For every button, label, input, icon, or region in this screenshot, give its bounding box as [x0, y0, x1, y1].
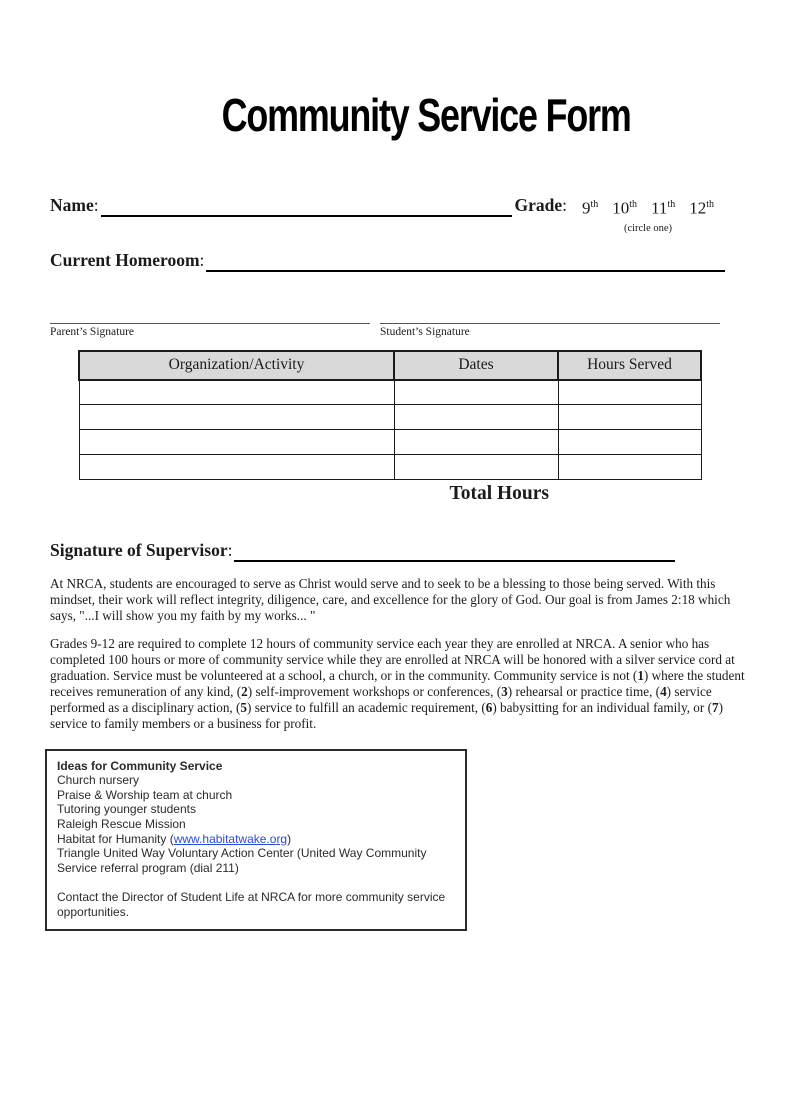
grade-option-12[interactable]: 12th [689, 198, 714, 218]
supervisor-colon: : [227, 539, 233, 560]
table-row [79, 405, 701, 430]
grade-option-9[interactable]: 9th [582, 198, 599, 218]
title-wrap [50, 88, 745, 150]
name-label: Name [50, 195, 94, 215]
ideas-line: Habitat for Humanity (www.habitatwake.org) [57, 831, 292, 846]
community-service-form-page [0, 88, 790, 1110]
column-header-organization: Organization/Activity [79, 351, 394, 380]
table-cell-organization[interactable] [79, 430, 394, 455]
grade-block [514, 192, 745, 235]
grade-suffix: th [590, 199, 599, 210]
ideas-line [57, 875, 455, 890]
grade-option-10[interactable]: 10th [612, 198, 638, 218]
supervisor-signature-line[interactable] [234, 537, 675, 562]
ideas-line: Tutoring younger students [57, 802, 196, 817]
homeroom-colon: : [199, 249, 205, 270]
table-row [79, 380, 701, 405]
table-cell-hours[interactable] [558, 430, 701, 455]
table-cell-hours[interactable] [558, 380, 701, 405]
table-header-row [79, 351, 701, 380]
ideas-box [45, 749, 467, 932]
student-signature-line[interactable] [380, 323, 720, 338]
habitat-link[interactable]: www.habitatwake.org [173, 831, 288, 846]
circle-one-note: (circle one) [623, 222, 673, 234]
table-cell-organization[interactable] [79, 380, 394, 405]
total-row [79, 480, 701, 509]
table-cell-hours[interactable] [558, 405, 701, 430]
grade-option-11[interactable]: 11th [651, 198, 676, 218]
table-cell-dates[interactable] [394, 380, 558, 405]
service-table [78, 350, 702, 509]
total-hours-box[interactable] [558, 480, 701, 509]
table-cell-organization[interactable] [79, 405, 394, 430]
ideas-line: Triangle United Way Voluntary Action Center (United Way Community [57, 846, 427, 861]
table-cell-dates[interactable] [394, 430, 558, 455]
ideas-line: opportunities. [57, 904, 130, 919]
supervisor-label: Signature of Supervisor [50, 539, 228, 560]
grade-suffix: th [706, 199, 714, 210]
grade-colon: : [562, 195, 567, 215]
ideas-line: Contact the Director of Student Life at NRCA for more community service [57, 890, 446, 904]
paragraph-mission: At NRCA, students are encouraged to serve as Christ would serve and to seek to be a blessing to those being served. With this mindset, their work will reflect integrity, diligence, care, and excellence for the glory of God. Our goal is from James 2:18 which says, "...I will show you my faith by my works... " [50, 575, 731, 623]
name-input-line[interactable] [101, 192, 513, 217]
table-body [79, 380, 701, 480]
homeroom-row [50, 247, 725, 273]
table-cell-hours[interactable] [558, 455, 701, 480]
name-row [50, 192, 745, 235]
table-cell-organization[interactable] [79, 455, 394, 480]
name-colon: : [93, 195, 99, 215]
grade-option-list [575, 192, 721, 222]
column-header-dates: Dates [394, 351, 558, 380]
parent-signature-label: Parent’s Signature [50, 325, 134, 338]
homeroom-input-line[interactable] [206, 247, 725, 272]
table-row [79, 455, 701, 480]
grade-suffix: th [629, 199, 638, 210]
grade-label: Grade [514, 195, 563, 215]
homeroom-label: Current Homeroom [50, 249, 200, 270]
supervisor-row [50, 537, 675, 563]
grade-options [575, 192, 721, 235]
table-row [79, 430, 701, 455]
student-signature-label: Student’s Signature [380, 325, 470, 338]
page-title: Community Service Form [222, 89, 631, 141]
signature-row [50, 323, 745, 338]
ideas-line: Service referral program (dial 211) [57, 860, 239, 875]
ideas-line: Church nursery [57, 773, 140, 788]
ideas-line: Praise & Worship team at church [57, 787, 233, 802]
table-cell-dates[interactable] [394, 455, 558, 480]
ideas-line: Raleigh Rescue Mission [57, 817, 186, 832]
ideas-line: Ideas for Community Service [57, 758, 223, 773]
column-header-hours: Hours Served [558, 351, 701, 380]
grade-suffix: th [667, 199, 676, 210]
parent-signature-line[interactable] [50, 323, 370, 338]
total-hours-label: Total Hours [449, 483, 549, 505]
paragraph-requirements: Grades 9-12 are required to complete 12 hours of community service each year they are enrolled at NRCA. A senior who has completed 100 hours or more of community service while they are enrolled at NRCA will be honored with a silver service cord at graduation. Service must be volunteered at a school, a church, or in the community. Community service is not (1) where the student receives remuneration of any kind, (2) self-improvement workshops or conferences, (3) rehearsal or practice time, (4) service performed as a disciplinary action, (5) service to fulfill an academic requirement, (6) babysitting for an individual family, or (7) service to family members or a business for profit. [50, 635, 745, 731]
table-cell-dates[interactable] [394, 405, 558, 430]
